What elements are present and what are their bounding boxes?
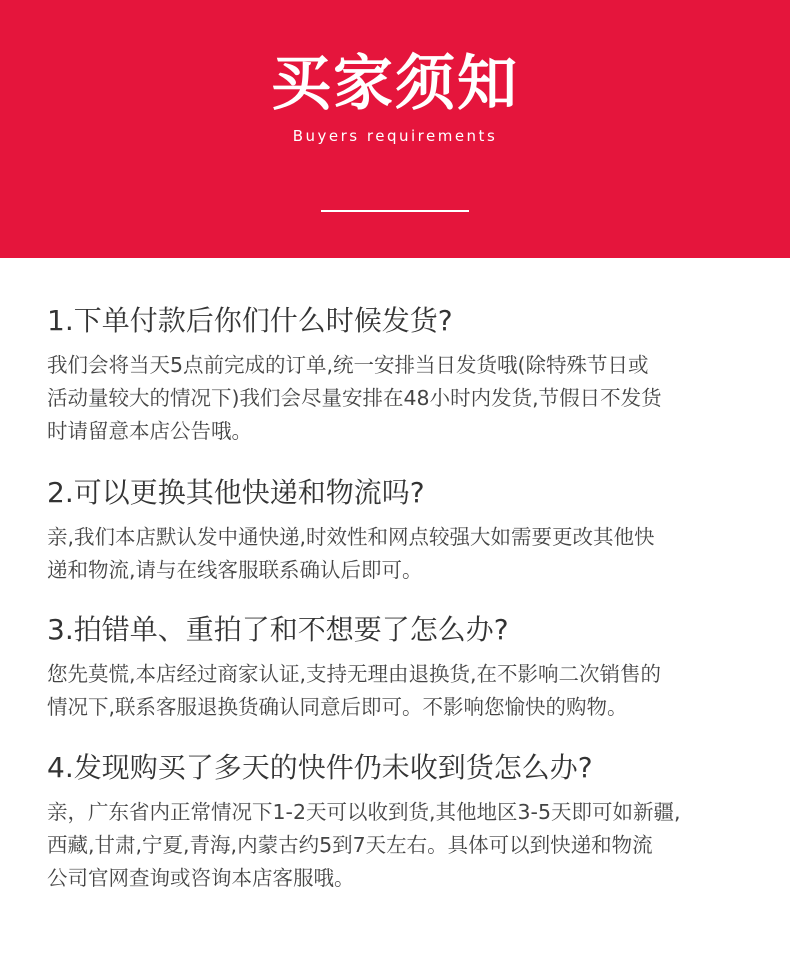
faq-answer	[47, 349, 767, 448]
faq-answer-line: 递和物流,请与在线客服联系确认后即可。	[47, 558, 423, 582]
faq-answer	[47, 658, 767, 724]
faq-item-4	[47, 750, 767, 895]
faq-answer-line: 您先莫慌,本店经过商家认证,支持无理由退换货,在不影响二次销售的	[47, 662, 662, 686]
page-subtitle: Buyers requirements	[292, 127, 498, 145]
faq-answer-line: 公司官网查询或咨询本店客服哦。	[47, 866, 355, 890]
faq-answer-line: 时请留意本店公告哦。	[47, 419, 252, 443]
faq-answer-line: 我们会将当天5点前完成的订单,统一安排当日发货哦(除特殊节日或	[47, 353, 649, 377]
faq-answer-line: 亲，广东省内正常情况下1-2天可以收到货,其他地区3-5天即可如新疆,	[47, 800, 681, 824]
faq-answer	[47, 521, 767, 587]
page-title: 买家须知	[271, 49, 519, 119]
faq-answer	[47, 796, 767, 895]
faq-question: 2.可以更换其他快递和物流吗?	[47, 476, 425, 509]
faq-item-2	[47, 475, 767, 587]
faq-question: 1.下单付款后你们什么时候发货?	[47, 304, 453, 337]
faq-answer-line: 情况下,联系客服退换货确认同意后即可。不影响您愉快的购物。	[47, 695, 628, 719]
faq-item-1	[47, 303, 767, 448]
faq-answer-line: 西藏,甘肃,宁夏,青海,内蒙古约5到7天左右。具体可以到快递和物流	[47, 833, 653, 857]
header-banner	[0, 0, 790, 258]
faq-question: 3.拍错单、重拍了和不想要了怎么办?	[47, 613, 509, 646]
faq-answer-line: 活动量较大的情况下)我们会尽量安排在48小时内发货,节假日不发货	[47, 386, 662, 410]
faq-item-3	[47, 612, 767, 724]
title-divider	[321, 210, 469, 212]
faq-answer-line: 亲,我们本店默认发中通快递,时效性和网点较强大如需要更改其他快	[47, 525, 655, 549]
faq-question: 4.发现购买了多天的快件仍未收到货怎么办?	[47, 751, 593, 784]
